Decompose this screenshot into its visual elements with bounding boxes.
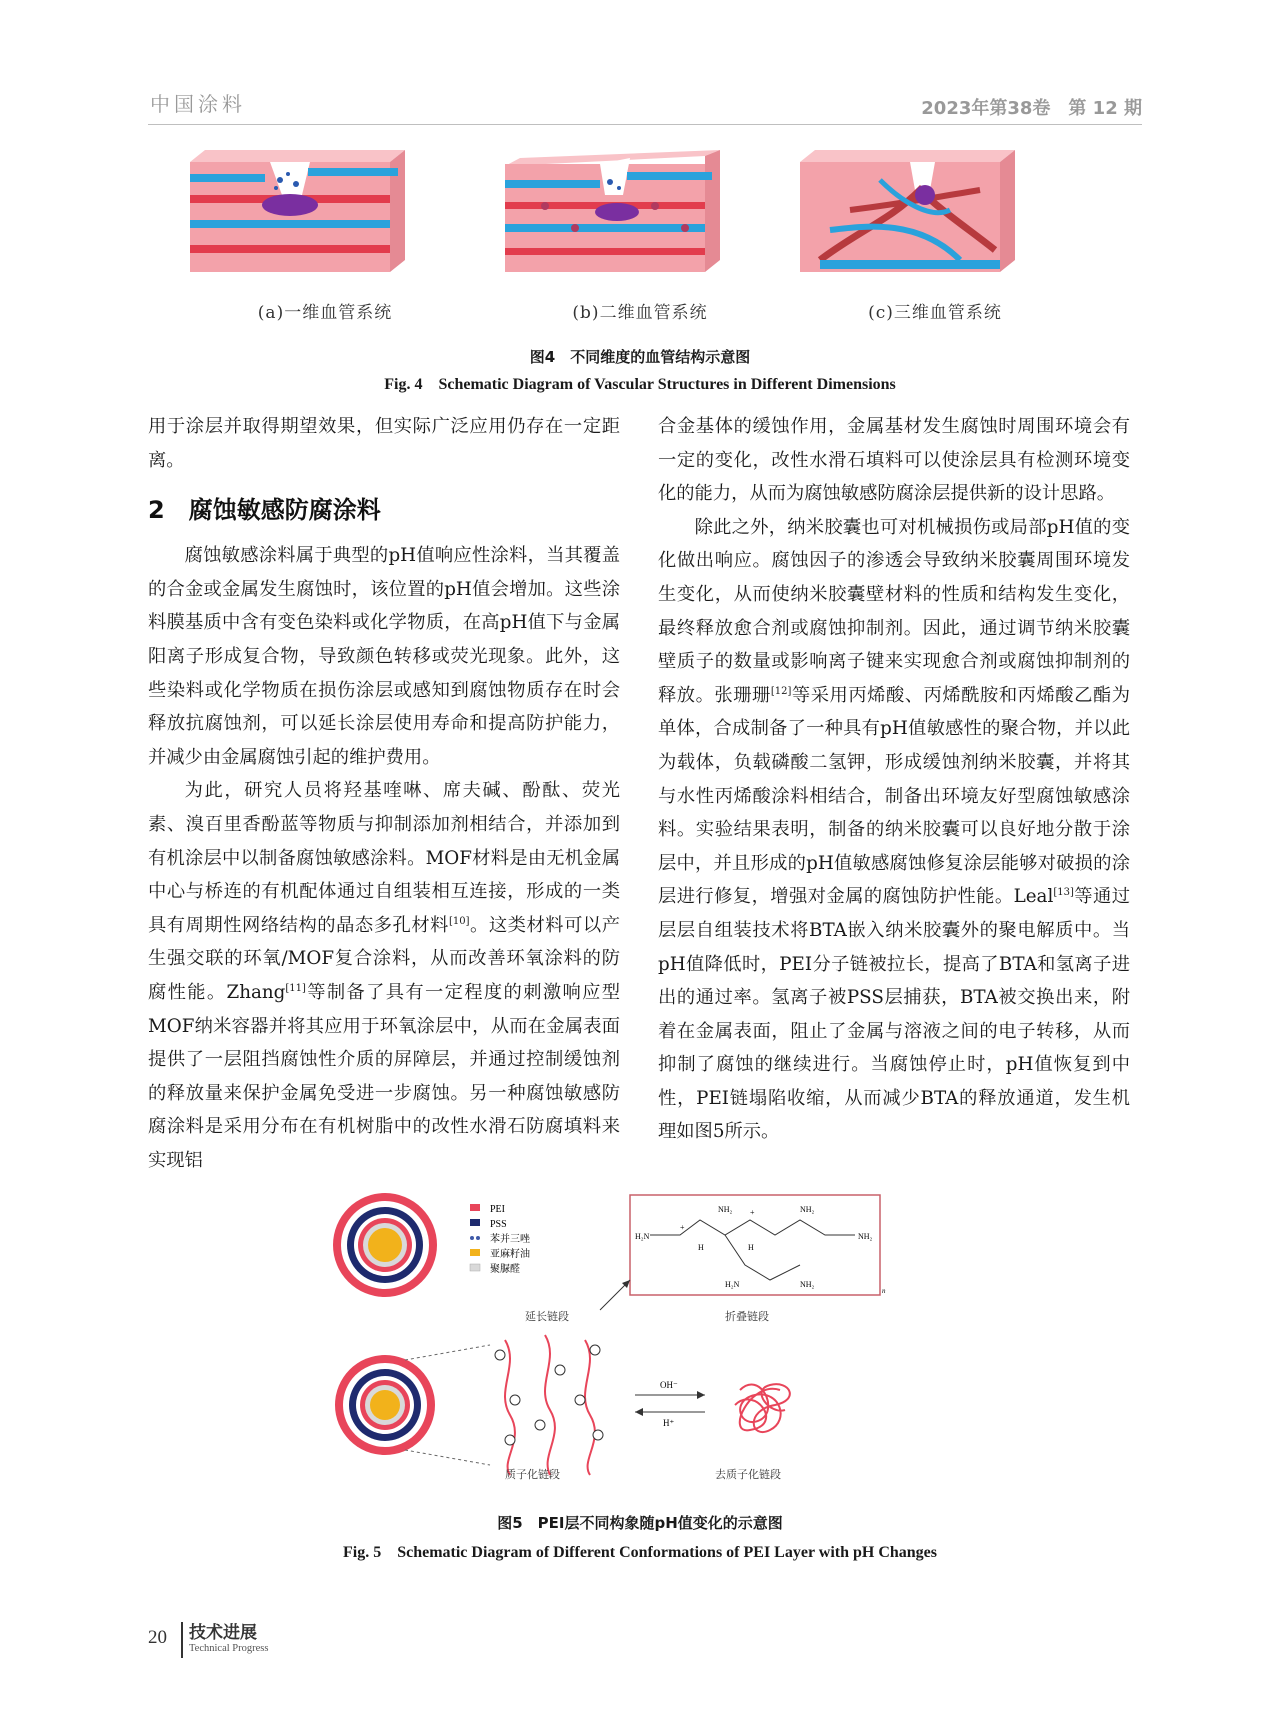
text-run: 等采用丙烯酸、丙烯酰胺和丙烯酸乙酯为单体，合成制备了一种具有pH值敏感性的聚合物，并以此为载体，负载磷酸二氢钾，形成缓蚀剂纳米胶囊，并将其与水性丙烯酸涂料相结合，制备出环境友好型腐蚀敏感涂料。实验结果表明，制备的纳米胶囊可以良好地分散于涂层中，并且形成的pH值敏感腐蚀修复涂层能够对破损的涂层进行修复，增强对金属的腐蚀防护性能。Leal (658, 684, 1131, 908)
arrow-label-oh: OH⁻ (660, 1380, 678, 1390)
chem-plus-1: + (680, 1223, 685, 1232)
chem-plus-2: + (750, 1208, 755, 1217)
footer-section-zh: 技术进展 (189, 1623, 257, 1643)
three-dimensional-vascular-illustration (800, 150, 1070, 290)
citation-12[interactable]: [12] (770, 685, 792, 697)
text-run: 。这类材料可以产生强交联的环氧/MOF复合涂料，从而改善环氧涂料的防腐性能。Zhang (148, 914, 621, 1003)
chem-h-2: H (748, 1243, 754, 1252)
figure-4-label-c: (c)三维血管系统 (868, 303, 1002, 323)
legend-pei: PEI (490, 1204, 505, 1215)
journal-name: 中国涂料 (150, 92, 246, 116)
paragraph-corrosion-sensitive-coatings: 腐蚀敏感涂料属于典型的pH值响应性涂料，当其覆盖的合金或金属发生腐蚀时，该位置的pH值会增加。这些涂料膜基质中含有变色染料或化学物质，在高pH值下与金属阳离子形成复合物，导致颜色转移或荧光现象。此外，这些染料或化学物质在损伤涂层或感知到腐蚀物质存在时会释放抗腐蚀剂，可以延长涂层使用寿命和提高防护能力，并减少由金属腐蚀引起的维护费用。 (148, 545, 620, 768)
figure-4-panel-b (505, 150, 775, 323)
citation-10[interactable]: [10] (448, 915, 470, 927)
right-column (658, 410, 1130, 1149)
paragraph-hydrotalcite: 合金基体的缓蚀作用，金属基材发生腐蚀时周围环境会有一定的变化，改性水滑石填料可以使涂层具有检测环境变化的能力，从而为腐蚀敏感防腐涂层提供新的设计思路。 (658, 416, 1130, 505)
page-number: 20 (148, 1627, 167, 1648)
pei-conformation-diagram (330, 1190, 990, 1480)
issue-info: 2023年第38卷 第 12 期 (921, 98, 1142, 119)
figure-5-caption-en: Fig. 5 Schematic Diagram of Different Conformations of PEI Layer with pH Changes (342, 1544, 938, 1561)
figure-4-panel-a (190, 150, 460, 323)
text-run: 等制备了具有一定程度的刺激响应型MOF纳米容器并将其应用于环氧涂层中，从而在金属表面提供了一层阻挡腐蚀性介质的屏障层，并通过控制缓蚀剂的释放量来保护金属免受进一步腐蚀。另一种腐蚀敏感防腐涂料是采用分布在有机树脂中的改性水滑石防腐填料来实现铝 (148, 981, 620, 1171)
nanocapsule-top (333, 1193, 437, 1297)
footer-section-en: Technical Progress (189, 1643, 269, 1654)
arrow-label-h: H⁺ (663, 1418, 675, 1428)
nanocapsule-bottom (335, 1355, 435, 1455)
two-dimensional-vascular-illustration (505, 150, 775, 290)
citation-11[interactable]: [11] (285, 982, 306, 994)
chem-nh2-top-right: NH₂ (800, 1205, 815, 1214)
chem-h2n-left: H₂N (635, 1232, 650, 1241)
chem-nh2-bottom: NH₂ (800, 1280, 815, 1289)
chem-subscript-n: n (882, 1287, 886, 1295)
label-deprotonated-chain: 去质子化链段 (715, 1468, 781, 1480)
figure-4-panel-c (800, 150, 1070, 323)
text-run: 除此之外，纳米胶囊也可对机械损伤或局部pH值的变化做出响应。腐蚀因子的渗透会导致纳米胶囊周围环境发生变化，从而使纳米胶囊壁材料的性质和结构发生变化，最终释放愈合剂或腐蚀抑制剂。因此，通过调节纳米胶囊壁质子的数量或影响离子键来实现愈合剂或腐蚀抑制剂的释放。张珊珊 (658, 516, 1130, 706)
chem-nh2-right: NH₂ (858, 1232, 873, 1241)
paragraph-nanocapsules (658, 511, 1130, 1149)
legend (470, 1204, 531, 1275)
text-run: 等通过层层自组装技术将BTA嵌入纳米胶囊外的聚电解质中。当pH值降低时，PEI分子链被拉长，提高了BTA和氢离子进出的通过率。氢离子被PSS层捕获，BTA被交换出来，附着在金属表面，阻止了金属与溶液之间的电子转移，从而抑制了腐蚀的继续进行。当腐蚀停止时，pH值恢复到中性，PEI链塌陷收缩，从而减少BTA的释放通道，发生机理如图5所示。 (658, 886, 1130, 1143)
left-column (148, 410, 620, 1177)
text-run: 为此，研究人员将羟基喹啉、席夫碱、酚酞、荧光素、溴百里香酚蓝等物质与抑制添加剂相结合，并添加到有机涂层中以制备腐蚀敏感涂料。MOF材料是由无机金属中心与桥连的有机配体通过自组装相互连接，形成的一类具有周期性网络结构的晶态多孔材料 (148, 780, 620, 936)
legend-bta: 苯并三唑 (490, 1234, 530, 1245)
chem-h2n-bottom: H₂N (725, 1280, 740, 1289)
section-heading: 2 腐蚀敏感防腐涂料 (148, 496, 381, 525)
legend-pss: PSS (490, 1219, 507, 1230)
one-dimensional-vascular-illustration (190, 150, 460, 290)
figure-5-caption-zh: 图5 PEI层不同构象随pH值变化的示意图 (497, 1514, 783, 1532)
footer-divider (181, 1622, 183, 1658)
extended-chains (495, 1335, 603, 1475)
figure-4 (190, 150, 1090, 340)
paragraph-mof-materials (148, 774, 620, 1177)
figure-5 (330, 1190, 990, 1480)
folded-chain (735, 1384, 790, 1432)
figure-4-label-b: (b)二维血管系统 (572, 303, 708, 323)
citation-13[interactable]: [13] (1053, 887, 1074, 899)
figure-4-caption-zh: 图4 不同维度的血管结构示意图 (529, 348, 751, 366)
figure-4-label-a: (a)一维血管系统 (257, 303, 393, 323)
pei-structure-box (630, 1195, 886, 1295)
paragraph-continuation: 用于涂层并取得期望效果，但实际广泛应用仍存在一定距离。 (148, 416, 620, 471)
legend-linseed-oil: 亚麻籽油 (490, 1249, 530, 1260)
header-rule (148, 124, 1142, 125)
chem-nh2-top: NH₂ (718, 1205, 733, 1214)
figure-4-caption-en: Fig. 4 Schematic Diagram of Vascular Structures in Different Dimensions (384, 376, 896, 393)
label-extended-chain: 延长链段 (525, 1310, 569, 1323)
legend-urea-formaldehyde: 聚脲醛 (490, 1264, 520, 1275)
label-protonated-chain: 质子化链段 (505, 1468, 560, 1480)
label-folded-chain: 折叠链段 (725, 1310, 769, 1323)
chem-h-1: H (698, 1243, 704, 1252)
